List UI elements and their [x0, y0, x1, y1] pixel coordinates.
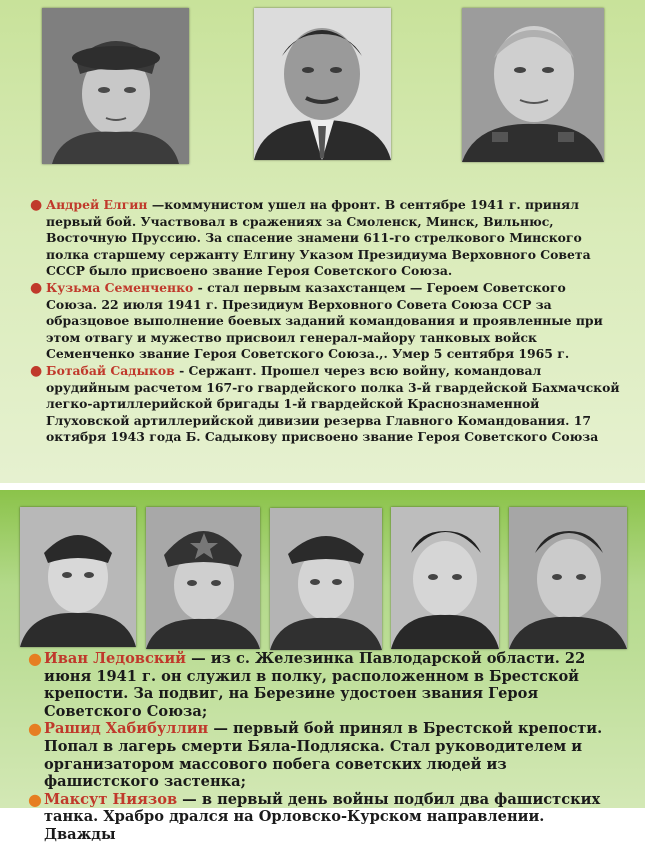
bio-ledovsky — [26, 650, 620, 720]
portrait-semenchenko — [254, 8, 391, 160]
hero-name: Максут Ниязов — [44, 790, 178, 808]
hero-description: — в первый день войны подбил два фашистских танка. Храбро дрался на Орловско-Курском направлении. Дважды — [44, 790, 601, 843]
hero-description: — первый бой принял в Брестской крепости. Попал в лагерь смерти Бяла-Подляска. Стал руководителем и организатором массового побега советских людей из фашистского застенка; — [44, 720, 603, 791]
portrait-ledovsky — [20, 507, 136, 647]
slide-heroes-2 — [0, 490, 645, 843]
bio-niyazov — [26, 791, 620, 844]
bullet-icon: ● — [30, 279, 43, 296]
hero-name: Кузьма Семенченко — [46, 279, 194, 295]
portrait-niyazov — [270, 508, 382, 650]
portrait-hero-5 — [509, 507, 627, 649]
hero-name: Ботабай Садыков — [46, 362, 175, 378]
hero-description: —коммунистом ушел на фронт. В сентябре 1941 г. принял первый бой. Участвовал в сражениях за Смоленск, Минск, Вильнюс, Восточную Пруссию. За спасение знамени 611-го стрелкового Минского полка старшему сержанту Елгину Указом Президиума Верховного Совета СССР было присвоено звание Героя Советского Союза. — [46, 197, 591, 279]
heroes-bio-list-2 — [26, 650, 620, 844]
bullet-icon: ● — [30, 197, 43, 213]
bullet-icon: ● — [28, 649, 42, 668]
hero-name: Андрей Елгин — [46, 197, 148, 212]
hero-description: - стал первым казахстанцем — Героем Советского Союза. 22 июля 1941 г. Президиум Верховного Совета Союза ССР за образцовое выполнение боевых заданий командования и проявленные при этом отвагу и мужество присвоил генерал-майору танковых войск Семенченко звание Героя Советского Союза.,. Умер 5 сентября 1965 г. — [46, 279, 603, 362]
hero-description: — из с. Железинка Павлодарской области. 22 июня 1941 г. он служил в полку, расположенном в Брестской крепости. За подвиг, на Березине удостоен звания Героя Советского Союза; — [44, 650, 586, 720]
hero-name: Рашид Хабибуллин — [44, 720, 209, 738]
hero-name: Иван Ледовский — [44, 650, 187, 667]
bullet-icon: ● — [28, 789, 42, 809]
bio-elgin — [28, 197, 620, 280]
bio-semenchenko — [28, 280, 620, 363]
portrait-hero-4 — [391, 507, 499, 649]
portrait-elgin — [42, 8, 189, 164]
bio-sadykov — [28, 363, 620, 446]
hero-description: - Сержант. Прошел через всю войну, командовал орудийным расчетом 167-го гвардейского полка 3-й гвардейской Бахмачской легко-артиллерийской бригады 1-й гвардейской Краснознаменной Глуховской артиллерийской дивизии резерва Главного Командования. 17 октября 1943 года Б. Садыкову присвоено звание Героя Советского Союза — [46, 362, 620, 445]
portrait-khabibullin — [146, 507, 260, 649]
bullet-icon: ● — [30, 362, 43, 379]
portrait-sadykov — [462, 8, 604, 162]
bio-khabibullin — [26, 720, 620, 790]
bullet-icon: ● — [28, 719, 42, 739]
heroes-bio-list — [28, 197, 620, 446]
